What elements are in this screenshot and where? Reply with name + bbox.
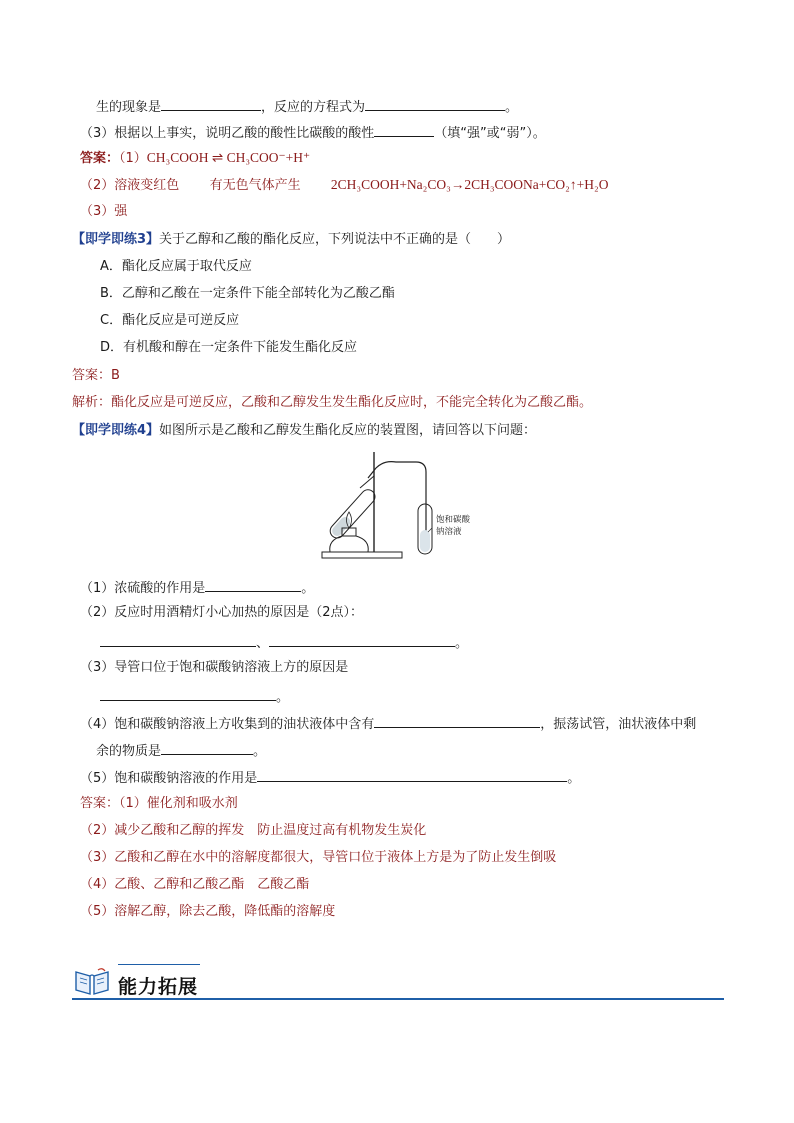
answer-line: （3）强: [80, 204, 128, 219]
question-text: （3）根据以上事实，说明乙酸的酸性比碳酸的酸性: [80, 126, 375, 141]
question-line: [80, 122, 546, 143]
answer-blank[interactable]: [365, 96, 505, 111]
option-b[interactable]: B．乙醇和乙酸在一定条件下能全部转化为乙酸乙酯: [100, 286, 395, 301]
answer-line: [80, 176, 608, 195]
question-text: 、: [256, 636, 270, 651]
answer-blank[interactable]: [374, 713, 540, 728]
question-text: 。: [301, 581, 315, 596]
alcohol-lamp: [330, 536, 369, 552]
answer-line: （3）乙酸和乙醇在水中的溶解度都很大，导管口位于液体上方是为了防止发生倒吸: [80, 850, 557, 865]
figure-label: 饱和碳酸: [436, 515, 471, 525]
esterification-apparatus-figure: [316, 448, 486, 566]
question-stem: [72, 231, 510, 249]
section-top-rule: [118, 964, 200, 965]
stem-text: 关于乙醇和乙酸的酯化反应，下列说法中不正确的是（ ）: [159, 232, 511, 247]
sub-question-4-cont: [96, 740, 266, 761]
question-text: （1）浓硫酸的作用是: [80, 581, 206, 596]
section-rule: [72, 998, 724, 1000]
answer-label: 答案：: [80, 151, 120, 166]
answer-line: （2）减少乙酸和乙醇的挥发 防止温度过高有机物发生炭化: [80, 823, 427, 838]
book-icon: [72, 966, 112, 998]
question-text: 。: [276, 690, 290, 705]
delivery-tube: [368, 462, 426, 532]
answer-text: （1）: [119, 151, 147, 166]
analysis-line: 解析：酯化反应是可逆反应，乙酸和乙醇发生发生酯化反应时，不能完全转化为乙酸乙酯。: [72, 395, 593, 410]
sub-question-3: （3）导管口位于饱和碳酸钠溶液上方的原因是: [80, 660, 349, 675]
sub-question-2: （2）反应时用酒精灯小心加热的原因是（2点）：: [80, 605, 364, 620]
answer-blank[interactable]: [257, 767, 567, 782]
sub-question-2-blanks: [100, 632, 468, 653]
answer-line: （4）乙酸、乙醇和乙酸乙酯 乙酸乙酯: [80, 877, 310, 892]
sub-question-4: [80, 713, 696, 734]
stand-base: [322, 552, 402, 558]
question-text: ，振荡试管，油状液体中剩: [540, 717, 697, 732]
question-text: 。: [455, 636, 469, 651]
sub-question-3-blank: [100, 686, 289, 707]
answer-line: （5）溶解乙醇，除去乙酸，降低酯的溶解度: [80, 904, 336, 919]
option-c[interactable]: C．酯化反应是可逆反应: [100, 313, 240, 328]
question-text: 生的现象是: [96, 100, 162, 115]
question-text: ，反应的方程式为: [261, 100, 366, 115]
answer-line: 答案：（1）催化剂和吸水剂: [80, 796, 238, 811]
question-text: （填“强”或“弱”）。: [434, 126, 546, 141]
question-text: 。: [567, 771, 581, 786]
question-text: 余的物质是: [96, 744, 162, 759]
question-text: 。: [505, 100, 519, 115]
answer-blank[interactable]: [269, 632, 455, 647]
exercise-tag: 【即学即练4】: [72, 423, 160, 438]
exercise-tag: 【即学即练3】: [72, 232, 160, 247]
answer-blank[interactable]: [205, 577, 301, 592]
option-d[interactable]: D．有机酸和醇在一定条件下能发生酯化反应: [100, 340, 358, 355]
answer-line: [80, 149, 310, 168]
answer-text: （2）溶液变红色: [80, 178, 180, 193]
question-line: [96, 96, 518, 117]
answer-line: 答案：B: [72, 368, 120, 383]
answer-blank[interactable]: [161, 740, 253, 755]
answer-text: 有无色气体产生: [209, 178, 301, 193]
question-text: （5）饱和碳酸钠溶液的作用是: [80, 771, 258, 786]
answer-blank[interactable]: [100, 632, 256, 647]
answer-blank[interactable]: [374, 122, 434, 137]
stem-text: 如图所示是乙酸和乙醇发生酯化反应的装置图，请回答以下问题：: [159, 423, 537, 438]
chemical-equation: 2CH₃COOH+Na₂CO₃→2CH₃COONa+CO₂↑+H₂O: [330, 177, 609, 192]
section-title: 能力拓展: [118, 976, 199, 998]
option-a[interactable]: A．酯化反应属于取代反应: [100, 259, 252, 274]
answer-blank[interactable]: [100, 686, 276, 701]
clamp: [360, 476, 374, 488]
question-stem: [72, 422, 536, 440]
sub-question-1: [80, 577, 314, 598]
question-text: （4）饱和碳酸钠溶液上方收集到的油状液体中含有: [80, 717, 375, 732]
figure-label: 钠溶液: [436, 527, 462, 537]
sub-question-5: [80, 767, 580, 788]
answer-blank[interactable]: [161, 96, 261, 111]
question-text: 。: [253, 744, 267, 759]
chemical-equation: CH₃COOH ⇌ CH₃COO⁻+H⁺: [146, 150, 311, 165]
reaction-tube: [327, 487, 378, 541]
